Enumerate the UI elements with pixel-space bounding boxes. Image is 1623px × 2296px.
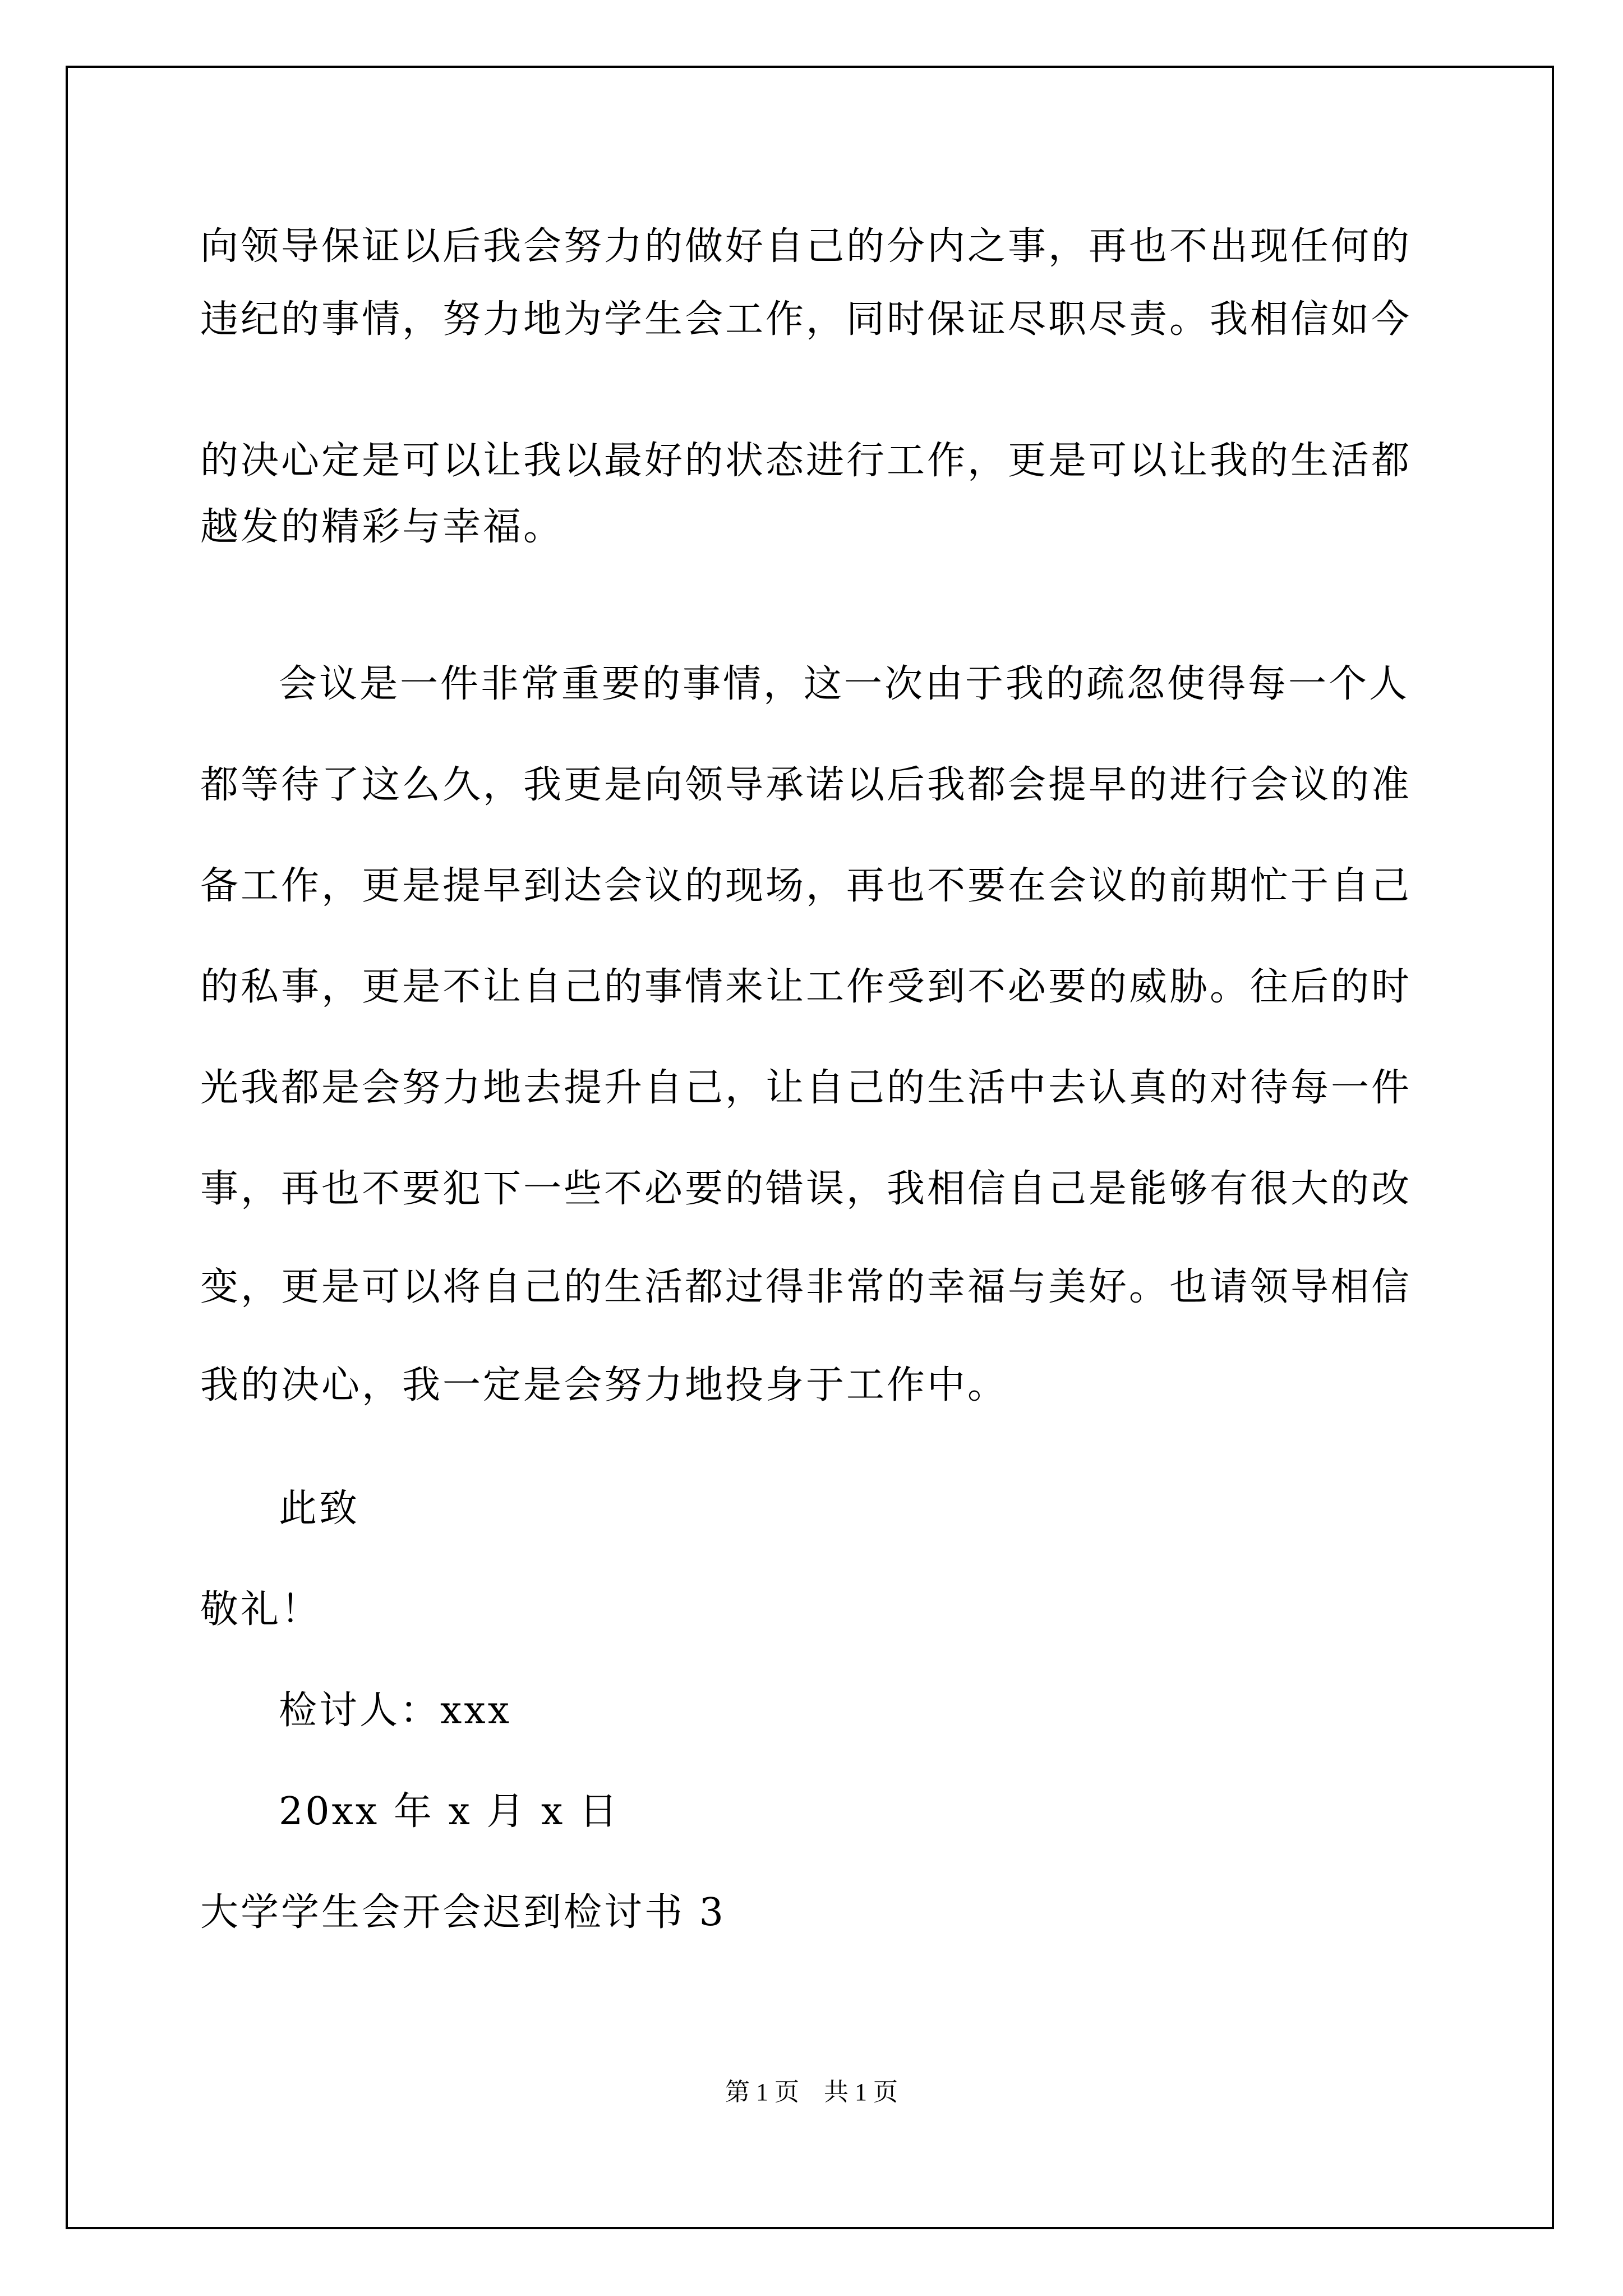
text-line: 向领导保证以后我会努力的做好自己的分内之事，再也不出现任何的 (200, 224, 1412, 269)
closing-line: 此致 (279, 1487, 360, 1531)
next-section-title: 大学学生会开会迟到检讨书 3 (200, 1890, 726, 1935)
text-line: 我的决心，我一定是会努力地投身于工作中。 (200, 1363, 1008, 1407)
date-line: 20xx 年 x 月 x 日 (279, 1789, 620, 1834)
text-line: 光我都是会努力地去提升自己，让自己的生活中去认真的对待每一件 (200, 1066, 1412, 1110)
text-line: 备工作，更是提早到达会议的现场，再也不要在会议的前期忙于自己 (200, 864, 1412, 908)
salute-line: 敬礼！ (200, 1588, 322, 1632)
text-line: 变，更是可以将自己的生活都过得非常的幸福与美好。也请领导相信 (200, 1265, 1412, 1309)
text-line: 越发的精彩与幸福。 (200, 505, 564, 549)
signer-line: 检讨人：xxx (279, 1688, 512, 1733)
text-line: 的决心定是可以让我以最好的状态进行工作，更是可以让我的生活都 (200, 439, 1412, 483)
text-line: 的私事，更是不让自己的事情来让工作受到不必要的威胁。往后的时 (200, 965, 1412, 1009)
text-line: 会议是一件非常重要的事情，这一次由于我的疏忽使得每一个人 (279, 662, 1410, 706)
text-line: 违纪的事情，努力地为学生会工作，同时保证尽职尽责。我相信如今 (200, 297, 1412, 342)
text-line: 都等待了这么久，我更是向领导承诺以后我都会提早的进行会议的准 (200, 763, 1412, 807)
page-footer: 第 1 页 共 1 页 (725, 2078, 898, 2106)
text-line: 事，再也不要犯下一些不必要的错误，我相信自己是能够有很大的改 (200, 1167, 1412, 1211)
